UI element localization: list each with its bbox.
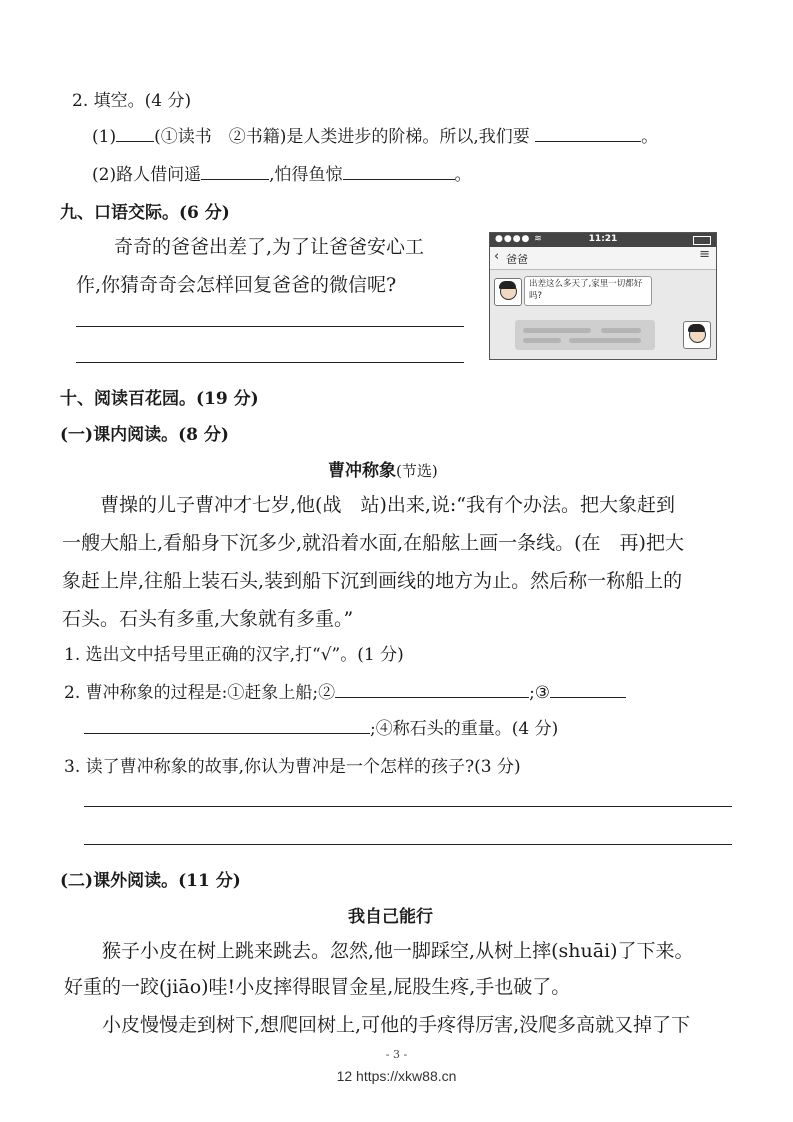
- passage-1-title-note: (节选): [396, 462, 438, 480]
- question-1: 1. 选出文中括号里正确的汉字,打“√”。(1 分): [64, 645, 404, 665]
- q2-line2: [92, 160, 472, 185]
- passage-1-title-text: 曹冲称象: [328, 461, 396, 481]
- passage-2-line: 好重的一跤(jiāo)哇!小皮摔得眼冒金星,屁股生疼,手也破了。: [64, 976, 571, 998]
- answer-blank[interactable]: [343, 178, 455, 180]
- passage-1-line: 曹操的儿子曹冲才七岁,他(战 站)出来,说:“我有个办法。把大象赶到: [62, 494, 676, 516]
- answer-blank[interactable]: [116, 140, 154, 142]
- signal-icon: ●●●● ≋: [495, 234, 543, 244]
- question-2-end: ;④称石头的重量。(4 分): [370, 719, 559, 739]
- chat-contact-name: 爸爸: [506, 253, 528, 266]
- q2-line1-options: (①读书 ②书籍)是人类进步的阶梯。所以,我们要: [154, 127, 530, 147]
- footer-watermark: 12 https://xkw88.cn: [336, 1068, 457, 1084]
- page-number: - 3 -: [385, 1048, 408, 1061]
- section-9-heading: 九、口语交际。(6 分): [60, 203, 230, 223]
- answer-line[interactable]: [84, 844, 732, 845]
- phone-time: 11:21: [588, 234, 618, 244]
- passage-1-line: 石头。石头有多重,大象就有多重。”: [62, 608, 354, 630]
- answer-line[interactable]: [76, 326, 464, 327]
- menu-icon: ≡: [699, 247, 710, 262]
- part-1-heading: (一)课内阅读。(8 分): [60, 425, 229, 445]
- q2-line1: [92, 122, 658, 147]
- chat-header: [490, 247, 716, 270]
- part-2-heading: (二)课外阅读。(11 分): [60, 871, 241, 891]
- answer-blank[interactable]: [84, 732, 370, 734]
- q2-line2-end: 。: [454, 165, 472, 185]
- passage-2-title: 我自己能行: [348, 907, 433, 927]
- reply-bubble-blurred: [515, 320, 655, 350]
- answer-blank[interactable]: [535, 140, 641, 142]
- question-2-sep: ;③: [529, 683, 551, 703]
- section-9-prompt-line2: 作,你猜奇奇会怎样回复爸爸的微信呢?: [76, 274, 397, 296]
- q2-line1-prefix: (1): [92, 127, 117, 147]
- dad-avatar: [494, 278, 522, 306]
- q2-line2-prefix: (2)路人借问遥: [92, 165, 202, 185]
- answer-line[interactable]: [76, 362, 464, 363]
- q2-line2-mid: ,怕得鱼惊: [269, 165, 343, 185]
- section-9-prompt-line1: 奇奇的爸爸出差了,为了让爸爸安心工: [114, 236, 425, 258]
- chevron-left-icon: ‹: [494, 249, 500, 264]
- question-2-continued: [84, 714, 558, 739]
- answer-blank[interactable]: [335, 696, 529, 698]
- answer-blank[interactable]: [201, 178, 269, 180]
- passage-1-line: 象赶上岸,往船上装石头,装到船下沉到画线的地方为止。然后称一称船上的: [62, 570, 683, 592]
- passage-2-line: 猴子小皮在树上跳来跳去。忽然,他一脚踩空,从树上摔(shuāi)了下来。: [64, 940, 694, 962]
- question-2: [64, 678, 626, 703]
- q2-line1-end: 。: [641, 127, 659, 147]
- answer-blank[interactable]: [550, 696, 626, 698]
- passage-2-line: 小皮慢慢走到树下,想爬回树上,可他的手疼得厉害,没爬多高就又掉了下: [64, 1014, 691, 1036]
- battery-icon: [693, 236, 711, 245]
- passage-1-line: 一艘大船上,看船身下沉多少,就沿着水面,在船舷上画一条线。(在 再)把大: [62, 532, 684, 554]
- section-10-heading: 十、阅读百花园。(19 分): [60, 389, 259, 409]
- question-2-text: 2. 曹冲称象的过程是:①赶象上船;②: [64, 683, 336, 703]
- answer-line[interactable]: [84, 806, 732, 807]
- q2-heading: 2. 填空。(4 分): [72, 91, 192, 111]
- child-avatar: [683, 321, 711, 349]
- question-3: 3. 读了曹冲称象的故事,你认为曹冲是一个怎样的孩子?(3 分): [64, 757, 521, 777]
- dad-message-bubble: 出差这么多天了,家里一切都好吗?: [524, 276, 652, 306]
- wechat-screenshot: [489, 232, 717, 360]
- passage-1-title: [328, 456, 438, 481]
- phone-status-bar: [490, 233, 716, 247]
